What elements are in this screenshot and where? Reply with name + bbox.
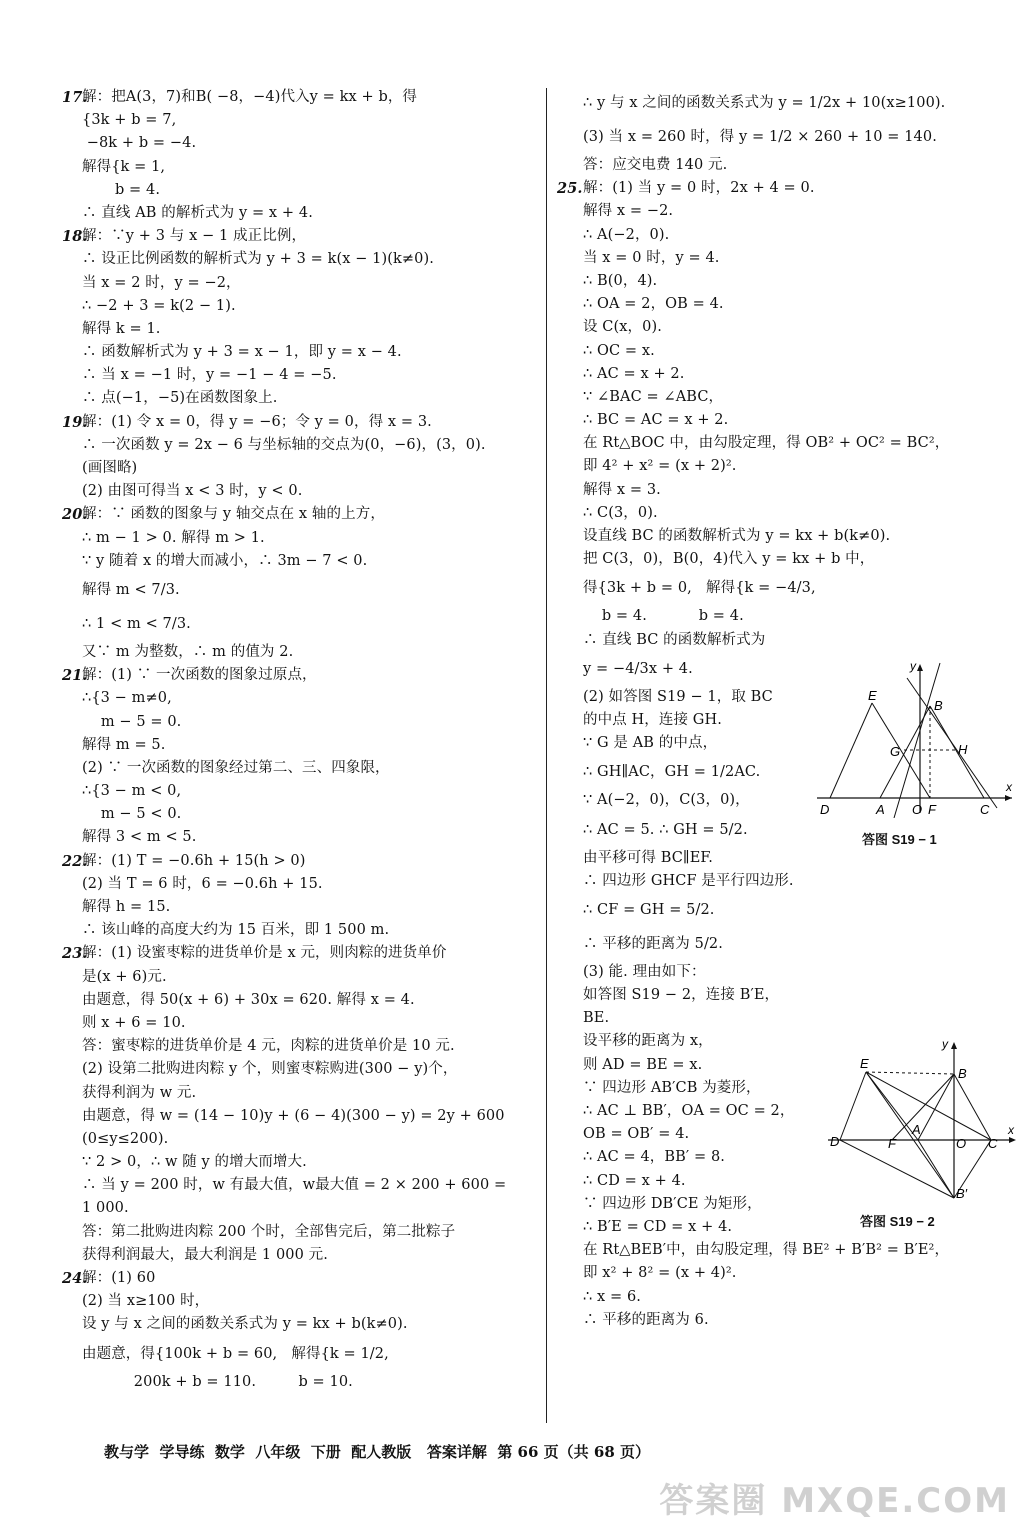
right-line — [583, 1286, 973, 1309]
line-text: y = −4/3x + 4. — [583, 660, 693, 677]
left-line — [82, 318, 537, 341]
left-line — [82, 1221, 537, 1244]
line-text: {3k + b = 7, — [82, 112, 177, 129]
fig2-label-O: O — [956, 1136, 967, 1151]
line-text: ∴ CF = GH = 5/2. — [583, 901, 715, 918]
line-text: ∴ 设正比例函数的解析式为 y + 3 = k(x − 1)(k≠0). — [82, 251, 434, 268]
line-text: (2) 由图可得当 x < 3 时，y < 0. — [82, 483, 303, 500]
line-text: 把 C(3，0)，B(0，4)代入 y = kx + b 中， — [583, 551, 875, 568]
line-text: 解得 h = 15. — [82, 899, 171, 915]
left-line — [82, 780, 537, 803]
line-text: 即 x² + 8² = (x + 4)². — [583, 1265, 737, 1282]
line-text: 是(x + 6)元. — [82, 968, 167, 985]
left-line — [62, 225, 537, 248]
line-text: 解：(1) ∵ 一次函数的图象过原点， — [82, 667, 317, 684]
fig2-label-B: B — [958, 1066, 967, 1081]
fig2-axis-y: y — [942, 1038, 948, 1051]
problem-number: 18. — [62, 228, 88, 246]
left-line — [82, 573, 537, 607]
left-line — [82, 202, 537, 225]
line-text: 由题意，得 w = (14 − 10)y + (6 − 4)(300 − y) = 2y + 600 — [82, 1107, 505, 1124]
line-text: BE. — [583, 1010, 610, 1027]
right-line — [583, 605, 973, 628]
left-line — [82, 641, 537, 664]
line-text: (0≤y≤200). — [82, 1130, 169, 1147]
line-text: ∴ B′E = CD = x + 4. — [583, 1218, 733, 1235]
fig1-label-H: H — [958, 742, 968, 757]
right-line — [583, 120, 973, 154]
watermark: 答案圈 MXQE.COM — [659, 1481, 1010, 1521]
line-text: 获得利润为 w 元. — [82, 1084, 197, 1101]
line-text: ∴ 该山峰的高度大约为 15 百米，即 1 500 m. — [82, 922, 390, 939]
line-text: ∴ 1 < m < 7/3. — [82, 615, 191, 632]
line-text: 当 x = 2 时，y = −2， — [82, 274, 241, 291]
left-line — [82, 607, 537, 641]
line-text: 200k + b = 110. b = 10. — [82, 1373, 353, 1390]
left-line — [82, 1371, 537, 1394]
line-text: 的中点 H，连接 GH. — [583, 711, 722, 728]
fig1-label-B: B — [934, 698, 943, 713]
left-line — [82, 919, 537, 942]
left-line — [82, 550, 537, 573]
right-line — [583, 409, 973, 432]
line-text: 1 000. — [82, 1200, 129, 1217]
line-text: ∵ G 是 AB 的中点， — [583, 735, 718, 752]
problem-number: 21. — [62, 667, 88, 685]
line-text: 解得 x = 3. — [583, 481, 661, 498]
line-text: ∴ m − 1 > 0. 解得 m > 1. — [82, 529, 265, 546]
fig2-caption: 答图 S19 − 2 — [860, 1214, 935, 1229]
line-text: 设 C(x，0). — [583, 319, 662, 336]
right-line — [583, 548, 973, 571]
line-text: (2) 当 x≥100 时， — [82, 1293, 210, 1310]
line-text: ∴ OA = 2，OB = 4. — [583, 296, 724, 313]
line-text: m − 5 = 0. — [82, 713, 182, 730]
fig2-axis-x: x — [1008, 1123, 1014, 1137]
line-text: 解：(1) 当 y = 0 时，2x + 4 = 0. — [583, 180, 815, 197]
right-line — [583, 432, 973, 455]
line-text: 解：把A(3，7)和B( −8，−4)代入y = kx + b，得 — [82, 89, 418, 105]
problem-number: 22. — [62, 852, 88, 870]
line-text: ∴ 直线 BC 的函数解析式为 — [583, 631, 766, 648]
line-text: 设直线 BC 的函数解析式为 y = kx + b(k≠0). — [583, 528, 891, 544]
fig1-label-E: E — [868, 688, 877, 703]
line-text: 答：蜜枣粽的进货单价是 4 元，肉粽的进货单价是 10 元. — [82, 1038, 455, 1055]
right-line — [583, 870, 973, 893]
right-line — [583, 363, 973, 386]
left-line — [82, 1244, 537, 1267]
right-line — [583, 1262, 973, 1285]
right-line — [583, 293, 973, 316]
line-text: 解：(1) 60 — [82, 1270, 156, 1286]
left-line — [82, 480, 537, 503]
right-line — [583, 154, 973, 177]
line-text: ∴ CD = x + 4. — [583, 1172, 686, 1189]
left-line — [82, 1313, 537, 1336]
line-text: (2) 设第二批购进肉粽 y 个，则蜜枣粽购进(300 − y)个， — [82, 1061, 458, 1078]
line-text: (2) 当 T = 6 时，6 = −0.6h + 15. — [82, 875, 323, 892]
right-line — [583, 1239, 973, 1262]
line-text: 如答图 S19 − 2，连接 B′E， — [583, 987, 780, 1004]
page-footer: 教与学 学导练 数学 八年级 下册 配人教版 答案详解 第 66 页（共 68 页） — [104, 1443, 650, 1461]
line-text: (3) 能. 理由如下： — [583, 963, 706, 980]
left-line — [62, 1267, 537, 1290]
line-text: ∴ 平移的距离为 5/2. — [583, 935, 723, 952]
line-text: 在 Rt△BEB′中，由勾股定理，得 BE² + B′B² = B′E²， — [583, 1242, 950, 1259]
right-line — [583, 927, 973, 961]
left-line — [82, 109, 537, 132]
line-text: 又∵ m 为整数，∴ m 的值为 2. — [82, 643, 294, 660]
line-text: 解：(1) 设蜜枣粽的进货单价是 x 元，则肉粽的进货单价 — [82, 945, 447, 962]
fig2-label-C: C — [988, 1136, 998, 1151]
fig1-axis-x: x — [1006, 780, 1012, 794]
left-line — [82, 527, 537, 550]
line-text: 设 y 与 x 之间的函数关系式为 y = kx + b(k≠0). — [82, 1316, 408, 1333]
line-text: ∴{3 − m < 0, — [82, 783, 182, 800]
line-text: b = 4. b = 4. — [583, 608, 744, 625]
left-line — [82, 1151, 537, 1174]
line-text: 由平移可得 BC∥EF. — [583, 849, 714, 866]
fig1-label-G: G — [890, 744, 901, 759]
line-text: ∴ OC = x. — [583, 342, 655, 359]
line-text: (画图略) — [82, 460, 138, 476]
line-text: ∵ y 随着 x 的增大而减小，∴ 3m − 7 < 0. — [82, 552, 368, 569]
line-text: ∴{3 − m≠0, — [82, 690, 172, 707]
line-text: 解得 x = −2. — [583, 203, 674, 220]
line-text: 解：(1) 令 x = 0，得 y = −6；令 y = 0，得 x = 3. — [82, 413, 432, 430]
line-text: 解：(1) T = −0.6h + 15(h > 0) — [82, 852, 306, 869]
right-line — [557, 177, 973, 200]
left-line — [82, 826, 537, 849]
left-line — [82, 434, 537, 457]
line-text: ∵ ∠BAC = ∠ABC， — [583, 388, 724, 405]
right-line — [583, 340, 973, 363]
left-line — [82, 734, 537, 757]
problem-number: 20. — [62, 506, 88, 524]
left-line — [62, 942, 537, 965]
left-line — [82, 989, 537, 1012]
line-text: ∴ B(0，4). — [583, 272, 658, 289]
line-text: ∴ 当 y = 200 时，w 有最大值，w最大值 = 2 × 200 + 600 = — [82, 1177, 507, 1194]
fig2-label-Bprime: B′ — [956, 1186, 968, 1201]
right-line — [583, 571, 973, 605]
left-line — [82, 1337, 537, 1371]
left-line — [82, 364, 537, 387]
line-text: 设平移的距离为 x， — [583, 1033, 713, 1050]
left-line — [82, 1035, 537, 1058]
line-text: (2) ∵ 一次函数的图象经过第二、三、四象限， — [82, 759, 390, 776]
left-line — [82, 873, 537, 896]
problem-number: 24. — [62, 1270, 88, 1287]
line-text: (3) 当 x = 260 时，得 y = 1/2 × 260 + 10 = 140. — [583, 129, 937, 145]
left-line — [82, 156, 537, 179]
line-text: ∴ 函数解析式为 y + 3 = x − 1，即 y = x − 4. — [82, 344, 402, 361]
line-text: ∵ 四边形 DB′CE 为矩形， — [583, 1195, 762, 1212]
line-text: 由题意，得 50(x + 6) + 30x = 620. 解得 x = 4. — [82, 991, 415, 1008]
problem-number: 17. — [62, 89, 88, 106]
line-text: ∴ AC = 4，BB′ = 8. — [583, 1149, 725, 1166]
right-line — [583, 1007, 973, 1030]
line-text: ∴ y 与 x 之间的函数关系式为 y = 1/2x + 10(x≥100). — [583, 95, 946, 111]
line-text: 解：∵ 函数的图象与 y 轴交点在 x 轴的上方， — [82, 506, 385, 523]
left-line — [82, 179, 537, 202]
right-line — [583, 893, 973, 927]
left-line — [82, 896, 537, 919]
fig1-label-O: O — [912, 802, 923, 817]
left-line — [82, 966, 537, 989]
line-text: ∴ AC ⊥ BB′，OA = OC = 2， — [583, 1103, 795, 1119]
line-text: 解得{k = 1, — [82, 158, 166, 175]
left-line — [82, 711, 537, 734]
left-line — [62, 86, 537, 109]
right-line — [583, 386, 973, 409]
fig1-label-F: F — [928, 802, 936, 817]
left-line — [82, 457, 537, 480]
line-text: 当 x = 0 时，y = 4. — [583, 249, 720, 266]
right-line — [583, 455, 973, 478]
right-line — [583, 525, 973, 548]
line-text: 则 x + 6 = 10. — [82, 1014, 186, 1031]
left-line — [82, 295, 537, 318]
line-text: ∴ 一次函数 y = 2x − 6 与坐标轴的交点为(0，−6)，(3，0). — [82, 436, 486, 453]
line-text: 解得 k = 1. — [82, 320, 161, 337]
line-text: 解得 3 < m < 5. — [82, 829, 197, 846]
left-line — [82, 272, 537, 295]
fig1-label-D: D — [820, 802, 830, 817]
left-line — [82, 341, 537, 364]
left-line — [62, 411, 537, 434]
figure-s19-2 — [826, 1038, 1021, 1212]
fig1-caption: 答图 S19 − 1 — [862, 832, 937, 847]
left-line — [62, 850, 537, 873]
fig1-axis-y: y — [910, 659, 916, 673]
left-line — [82, 803, 537, 826]
right-line — [583, 86, 973, 120]
column-divider — [546, 88, 547, 1423]
left-line — [82, 1082, 537, 1105]
left-line — [62, 664, 537, 687]
right-line — [583, 1309, 973, 1332]
right-line — [583, 270, 973, 293]
line-text: 答：第二批购进肉粽 200 个时，全部售完后，第二批粽子 — [82, 1223, 456, 1240]
line-text: −8k + b = −4. — [82, 135, 197, 152]
line-text: ∴ −2 + 3 = k(2 − 1). — [82, 297, 236, 314]
line-text: ∴ AC = x + 2. — [583, 365, 685, 382]
line-text: ∴ 平移的距离为 6. — [583, 1311, 709, 1328]
left-line — [82, 757, 537, 780]
left-line — [82, 687, 537, 710]
right-line — [583, 247, 973, 270]
line-text: 答：应交电费 140 元. — [583, 157, 728, 173]
problem-number: 25. — [557, 180, 583, 198]
line-text: 解得 m < 7/3. — [82, 581, 180, 598]
line-text: ∴ 当 x = −1 时，y = −1 − 4 = −5. — [82, 367, 337, 384]
left-line — [82, 1105, 537, 1128]
line-text: ∴ 直线 AB 的解析式为 y = x + 4. — [82, 204, 313, 221]
line-text: ∴ A(−2，0). — [583, 226, 670, 243]
right-line — [583, 200, 973, 223]
line-text: ∴ AC = 5. ∴ GH = 5/2. — [583, 821, 748, 838]
line-text: ∴ GH∥AC，GH = 1/2AC. — [583, 764, 761, 781]
left-line — [82, 1290, 537, 1313]
line-text: 则 AD = BE = x. — [583, 1056, 703, 1073]
left-line — [82, 1128, 537, 1151]
right-line — [583, 316, 973, 339]
line-text: ∴ C(3，0). — [583, 504, 658, 521]
line-text: (2) 如答图 S19 − 1，取 BC — [583, 688, 773, 705]
right-line — [583, 984, 973, 1007]
fig2-label-F: F — [888, 1136, 896, 1151]
fig2-label-D: D — [830, 1134, 840, 1149]
left-line — [82, 1012, 537, 1035]
line-text: m − 5 < 0. — [82, 806, 182, 823]
line-text: ∵ A(−2，0)，C(3，0)， — [583, 792, 750, 809]
left-line — [82, 1058, 537, 1081]
left-line — [82, 387, 537, 410]
left-line — [82, 132, 537, 155]
right-line — [583, 224, 973, 247]
fig2-label-A: A — [912, 1122, 921, 1137]
line-text: 获得利润最大，最大利润是 1 000 元. — [82, 1246, 328, 1263]
right-line — [583, 479, 973, 502]
line-text: b = 4. — [82, 181, 161, 198]
line-text: ∴ BC = AC = x + 2. — [583, 412, 729, 429]
line-text: 在 Rt△BOC 中，由勾股定理，得 OB² + OC² = BC²， — [583, 435, 950, 452]
problem-number: 19. — [62, 413, 88, 431]
line-text: ∴ 点(−1，−5)在函数图象上. — [82, 390, 278, 407]
line-text: 得{3k + b = 0, 解得{k = −4/3, — [583, 580, 816, 597]
fig1-label-C: C — [980, 802, 990, 817]
line-text: ∵ 2 > 0，∴ w 随 y 的增大而增大. — [82, 1154, 307, 1171]
right-line — [583, 629, 973, 652]
line-text: OB = OB′ = 4. — [583, 1126, 690, 1143]
line-text: ∵ 四边形 AB′CB 为菱形， — [583, 1079, 761, 1096]
line-text: ∴ x = 6. — [583, 1288, 642, 1305]
right-line — [583, 847, 973, 870]
line-text: 解得 m = 5. — [82, 736, 166, 753]
line-text: ∴ 四边形 GHCF 是平行四边形. — [583, 872, 794, 889]
left-line — [82, 248, 537, 271]
line-text: 由题意，得{100k + b = 60, 解得{k = 1/2, — [82, 1345, 389, 1362]
fig2-label-E: E — [860, 1056, 869, 1071]
right-line — [583, 961, 973, 984]
fig1-label-A: A — [876, 802, 885, 817]
figure-s19-1 — [812, 658, 1017, 822]
right-line — [583, 502, 973, 525]
left-line — [62, 503, 537, 526]
line-text: 即 4² + x² = (x + 2)². — [583, 458, 737, 475]
left-line — [82, 1197, 537, 1220]
left-line — [82, 1174, 537, 1197]
left-column — [62, 86, 537, 1394]
line-text: 解：∵y + 3 与 x − 1 成正比例， — [82, 228, 307, 245]
problem-number: 23. — [62, 945, 88, 963]
